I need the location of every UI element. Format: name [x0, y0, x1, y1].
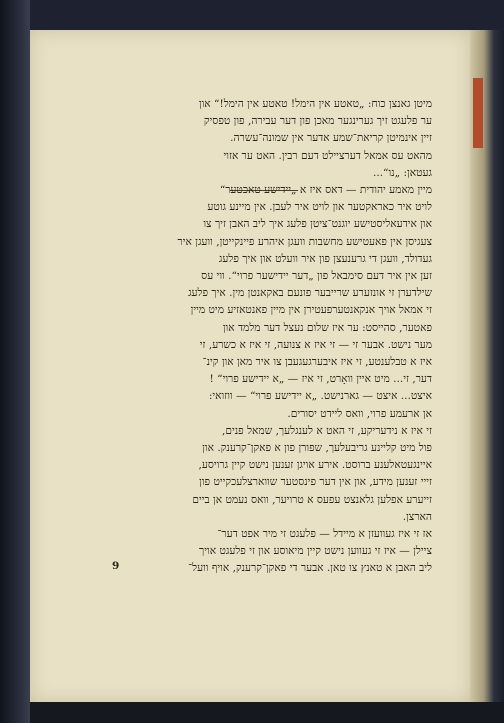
text-line: ער פלעגט זיך גערינגער מאכן פון דער עבירה, פון טפסיק	[203, 115, 432, 128]
text-line: צעגיסן אין פאעטישע מחשבות וועגן איהרע פיינקייטן, וועגן איר	[177, 235, 432, 248]
text-line: זייי זענען מידע, און אין דער פינסטער שווארצלעכקייט פון	[199, 476, 432, 489]
text-line: זען אין איר דעם סימבאל פון „דער יידישער פרוי“. ווי עס	[201, 270, 432, 283]
book-spine	[0, 0, 30, 723]
book-page	[30, 30, 470, 702]
text-line: דער, זי... מיט איין וואָרט, זי איז — „א יידישע פרוי“ !	[209, 373, 432, 386]
text-line: ליב האבן א טאנץ צו טאן. אבער די פאקן־קרענק, אויף וועל־	[188, 562, 432, 575]
paragraph-main	[84, 182, 432, 578]
text-line: איצט... איצט — גארנישט. „א יידישע פרוי“ — ווזואי:	[208, 390, 432, 403]
text-line: פאטער, סהייסט: ער איז שלום נעצל דער מלמד און	[222, 321, 432, 334]
text-line: זיין אינמיטן קריאת־שמע אדער אין שמונה־עשרה.	[230, 132, 432, 145]
text-line: געטאן: „נו“...	[372, 166, 432, 179]
text-line: זייערע אפלען גלאנצט עפעס א טרויער, וואס נעמט אן ביים	[192, 493, 432, 506]
text-line: אן ארעמע פרוי, וואס ליידט יסורים.	[287, 407, 432, 420]
text-line: איז א טבלענטע, זי איז איבערגעגעבן צו איר מאן און קינ־	[202, 356, 432, 369]
page-number: 9	[112, 560, 120, 572]
text-line: מהאט עס אמאל דערציילט דעם רבין. האט ער אזוי	[223, 149, 432, 162]
text-line: שילדערן זי אונזערע שרייבער פונעם באקאנטן מין. איך פלעג	[188, 287, 432, 300]
text-line: ציילן — איז זי געווען נישט קיין מיאוסע און זי פלעגט אויך	[199, 545, 432, 558]
text-line: איינגעטאלענע ברוסט. אירע אויגן זענען נישט קיין גרויסע,	[198, 459, 432, 472]
text-line: מיטן גאנצן כוח: „טאטע אין הימל! טאטע אין הימל!“ און	[198, 98, 432, 110]
page-bottom-shadow	[30, 702, 504, 723]
text-line: פול מיט קליינע גריבעלעך, שפורן פון א פאקן־קרענק. און	[202, 442, 432, 455]
text-line: מיין מאמע יהודית — דאס איז א „יידישע טאכטער“	[219, 184, 432, 196]
text-line: און אידעאליסטישע יוגנט־ציטן פלעג איך ליב האבן זיך צו	[203, 218, 432, 231]
text-line: מער נישט. אבער זי — זי איז א צנועה, זי איז א כשרע, זי	[199, 338, 432, 351]
text-line: זי אמאל אויך אנקאנטערפעטירן אין מיין פאנטאזיע מיט מיין	[190, 304, 432, 317]
text-line: אז זי איז געוועזן א מיידל — פלעגט זי מיר אפט דער־	[217, 528, 432, 541]
red-bookmark-tab	[473, 78, 483, 148]
text-line: לויט איר כאראקטער און לויט איר לעבן. אין מיינע גוטע	[207, 201, 432, 214]
text-line: געדולד, וועגן די גרענעצן פון איר וועלט און איך פלעג	[218, 252, 432, 265]
text-line: הארצן.	[402, 510, 432, 523]
text-line: זי איז א נידעריקע, זי האט א לענגלעך, שמאל פנים,	[221, 424, 432, 437]
paragraph-top	[84, 96, 432, 182]
